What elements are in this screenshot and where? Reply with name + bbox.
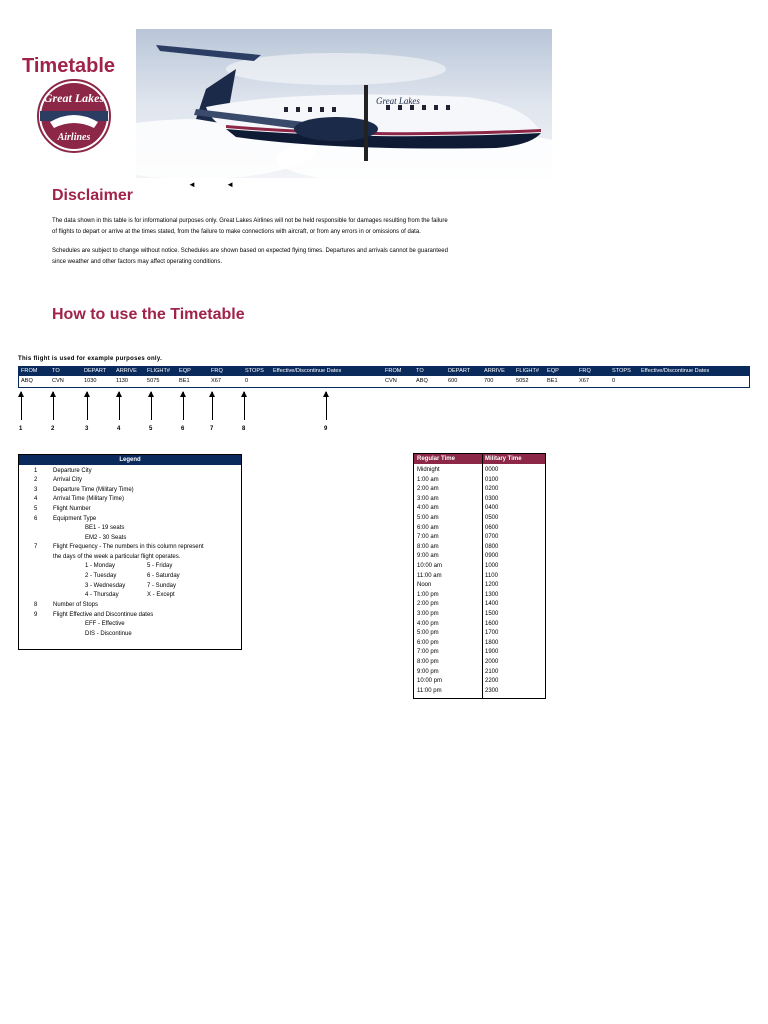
military-table-header <box>414 454 545 464</box>
para1-line2: of flights to depart or arrive at the times stated, from the failure to make connections with aircraft, or from any errors in or omissions of data. <box>52 229 421 235</box>
military-time-header: Military Time <box>485 456 522 462</box>
strip-header-cell: Effective/Discontinue Dates <box>273 368 342 374</box>
regular-time-cell: 9:00 am <box>417 553 439 560</box>
strip-data-cell: ABQ <box>21 378 33 384</box>
disclaimer-paragraph-2 <box>52 246 502 268</box>
regular-time-cell: 8:00 pm <box>417 659 439 665</box>
pointer-arrow-icon <box>244 392 245 420</box>
military-table-row <box>414 484 545 494</box>
regular-time-cell: 5:00 am <box>417 515 439 521</box>
legend-number: 2 <box>34 477 38 483</box>
military-time-cell: 0800 <box>485 543 499 550</box>
strip-header-cell: TO <box>52 368 60 374</box>
logo-text-top: Great Lakes <box>43 91 105 105</box>
strip-header-cell: FROM <box>385 368 402 374</box>
military-time-cell: 1900 <box>485 649 499 656</box>
howto-heading: How to use the Timetable <box>52 306 245 323</box>
military-time-cell: 0600 <box>485 524 499 531</box>
military-time-cell: 0200 <box>485 486 499 493</box>
pointer-arrow-icon <box>53 392 54 420</box>
pointer-number: 3 <box>85 426 89 432</box>
legend-day: 3 - Wednesday <box>85 583 126 589</box>
strip-header-cell: Effective/Discontinue Dates <box>641 368 710 374</box>
legend-number: 9 <box>34 612 38 618</box>
strip-header-cell: DEPART <box>448 368 471 374</box>
airplane-banner <box>136 29 552 178</box>
military-time-cell: 1500 <box>485 611 499 617</box>
strip-data-cell: X67 <box>211 378 221 384</box>
regular-time-cell: 8:00 am <box>417 543 439 550</box>
regular-time-cell: 2:00 am <box>417 486 439 493</box>
military-table-row <box>414 628 545 638</box>
military-time-cell: 2100 <box>485 668 499 675</box>
military-time-cell: 0000 <box>485 467 499 473</box>
military-table-row <box>414 561 545 571</box>
pointer-number: 9 <box>324 426 328 432</box>
regular-time-cell: 2:00 pm <box>417 601 439 608</box>
strip-header-cell: FLIGHT# <box>516 368 540 374</box>
legend-number: 1 <box>34 468 38 474</box>
regular-time-cell: 4:00 am <box>417 505 439 512</box>
military-time-cell: 0500 <box>485 515 499 521</box>
military-table-row <box>414 590 545 600</box>
military-time-cell: 2000 <box>485 659 499 665</box>
strip-data-cell: 0 <box>612 378 616 384</box>
pointer-arrow-icon <box>151 392 152 420</box>
military-time-cell: 1400 <box>485 601 499 608</box>
strip-data-cell: 5052 <box>516 378 529 384</box>
pointer-arrow-icon <box>21 392 22 420</box>
legend-equipment: EM2 - 30 Seats <box>85 535 127 541</box>
regular-time-cell: 1:00 am <box>417 476 439 483</box>
strip-data-cell: 600 <box>448 378 458 384</box>
legend-day: 6 - Saturday <box>147 573 180 579</box>
regular-time-cell: 3:00 pm <box>417 611 439 617</box>
disclaimer-arrows: ◄ ◄ <box>188 180 249 189</box>
legend-day: 5 - Friday <box>147 563 173 569</box>
military-table-row <box>414 580 545 590</box>
military-table-row <box>414 475 545 485</box>
regular-time-cell: 1:00 pm <box>417 591 439 598</box>
strip-header-cell: FROM <box>21 368 38 374</box>
legend-number: 6 <box>34 516 38 522</box>
military-table-row <box>414 619 545 629</box>
military-time-cell: 0900 <box>485 553 499 560</box>
pointer-number: 2 <box>51 426 55 432</box>
strip-data-cell: X67 <box>579 378 589 384</box>
regular-time-cell: 4:00 pm <box>417 620 439 627</box>
military-time-cell: 1800 <box>485 639 499 646</box>
strip-header-cell: TO <box>416 368 424 374</box>
legend-date-code: DIS - Discontinue <box>85 631 132 637</box>
legend-text: Arrival City <box>53 477 83 483</box>
strip-header-cell: FRQ <box>579 368 591 374</box>
strip-data-cell: 1130 <box>116 378 129 384</box>
strip-header-cell: DEPART <box>84 368 107 374</box>
regular-time-cell: 7:00 pm <box>417 649 439 656</box>
military-table-row <box>414 494 545 504</box>
military-table-row <box>414 523 545 533</box>
military-time-cell: 0100 <box>485 476 499 483</box>
para2-line2: since weather and other factors may affect operating conditions. <box>52 259 222 265</box>
pointer-number: 4 <box>117 426 121 432</box>
military-time-cell: 2200 <box>485 678 499 685</box>
strip-data-cell: 0 <box>245 378 249 384</box>
strip-header-cell: STOPS <box>612 368 631 374</box>
military-table-row <box>414 667 545 677</box>
regular-time-cell: Noon <box>417 582 432 589</box>
military-time-cell: 1100 <box>485 572 498 579</box>
pointer-number: 5 <box>149 426 153 432</box>
plane-livery-text: Great Lakes <box>376 96 420 106</box>
military-time-table <box>413 453 546 699</box>
pointer-number: 1 <box>19 426 23 432</box>
legend-number: 7 <box>34 544 38 550</box>
strip-header-cell: FLIGHT# <box>147 368 171 374</box>
legend-text: Departure Time (Military Time) <box>53 487 134 493</box>
military-time-cell: 1600 <box>485 620 499 627</box>
military-table-row <box>414 532 545 542</box>
regular-time-cell: 11:00 am <box>417 572 442 579</box>
regular-time-cell: 10:00 am <box>417 563 443 569</box>
legend-number: 8 <box>34 602 38 608</box>
strip-data-cell: 700 <box>484 378 494 384</box>
regular-time-cell: 5:00 pm <box>417 630 439 637</box>
pointer-arrow-icon <box>326 392 327 420</box>
military-table-row <box>414 638 545 648</box>
para2-line1: Schedules are subject to change without notice. Schedules are shown based on expected flying times. Departures and arrivals cannot be guaranteed <box>52 248 448 254</box>
para1-line1: The data shown in this table is for informational purposes only. Great Lakes Airlines will not be held responsible for damages resulting from the failure <box>52 218 448 224</box>
pointer-arrow-icon <box>183 392 184 420</box>
military-table-row <box>414 609 545 619</box>
strip-header-cell: EQP <box>179 368 191 374</box>
example-note: This flight is used for example purposes only. <box>18 356 163 362</box>
strip-data-cell: CVN <box>52 378 64 384</box>
legend-number: 5 <box>34 506 38 512</box>
legend-box <box>18 454 242 650</box>
legend-text: Flight Frequency - The numbers in this column represent <box>53 544 204 550</box>
legend-text: the days of the week a particular flight operates. <box>53 554 181 560</box>
strip-header-row <box>19 367 749 376</box>
military-time-cell: 0400 <box>485 505 499 512</box>
legend-text: Arrival Time (Military Time) <box>53 496 125 502</box>
regular-time-cell: 10:00 pm <box>417 678 443 685</box>
regular-time-header: Regular Time <box>417 456 455 462</box>
pointer-number: 8 <box>242 426 246 432</box>
legend-text: Flight Effective and Discontinue dates <box>53 612 154 618</box>
strip-data-cell: BE1 <box>179 378 190 384</box>
legend-day: X - Except <box>147 592 175 598</box>
strip-data-row <box>19 377 749 386</box>
military-table-row <box>414 599 545 609</box>
regular-time-cell: Midnight <box>417 467 440 473</box>
legend-day: 2 - Tuesday <box>85 573 117 579</box>
airline-logo <box>36 78 112 154</box>
military-time-cell: 1300 <box>485 591 499 598</box>
military-table-row <box>414 657 545 667</box>
military-time-cell: 1700 <box>485 630 499 637</box>
military-table-row <box>414 686 545 696</box>
pointer-arrow-icon <box>119 392 120 420</box>
military-table-row <box>414 503 545 513</box>
legend-number: 3 <box>34 487 38 493</box>
strip-header-cell: ARRIVE <box>116 368 137 374</box>
logo-text-bottom: Airlines <box>57 132 91 143</box>
strip-header-cell: ARRIVE <box>484 368 505 374</box>
military-time-cell: 2300 <box>485 687 499 694</box>
regular-time-cell: 9:00 pm <box>417 668 439 675</box>
legend-day: 7 - Sunday <box>147 583 177 589</box>
disclaimer-heading: Disclaimer <box>52 187 133 204</box>
military-time-cell: 1000 <box>485 563 499 569</box>
military-table-row <box>414 551 545 561</box>
military-table-row <box>414 571 545 581</box>
legend-day: 1 - Monday <box>85 563 116 569</box>
legend-text: Flight Number <box>53 506 91 512</box>
strip-header-cell: FRQ <box>211 368 223 374</box>
military-table-row <box>414 542 545 552</box>
pointer-arrow-icon <box>87 392 88 420</box>
military-table-row <box>414 513 545 523</box>
regular-time-cell: 3:00 am <box>417 495 439 502</box>
pointer-number: 7 <box>210 426 214 432</box>
legend-title: Legend <box>19 455 241 465</box>
example-flight-strip <box>18 366 750 388</box>
military-table-row <box>414 465 545 475</box>
strip-header-cell: STOPS <box>245 368 264 374</box>
military-time-cell: 0300 <box>485 495 499 502</box>
military-time-cell: 0700 <box>485 534 499 541</box>
legend-date-code: EFF - Effective <box>85 621 125 627</box>
military-table-row <box>414 647 545 657</box>
legend-day: 4 - Thursday <box>85 592 119 598</box>
page-title: Timetable <box>22 55 115 77</box>
legend-equipment: BE1 - 19 seats <box>85 525 125 531</box>
strip-header-cell: EQP <box>547 368 559 374</box>
regular-time-cell: 6:00 am <box>417 524 439 531</box>
regular-time-cell: 11:00 pm <box>417 687 442 694</box>
legend-text: Equipment Type <box>53 516 97 522</box>
disclaimer-paragraph-1 <box>52 216 502 238</box>
strip-data-cell: 1030 <box>84 378 97 384</box>
regular-time-cell: 7:00 am <box>417 534 439 541</box>
strip-data-cell: 5075 <box>147 378 160 384</box>
pointer-number: 6 <box>181 426 185 432</box>
military-time-cell: 1200 <box>485 582 499 589</box>
strip-data-cell: BE1 <box>547 378 558 384</box>
regular-time-cell: 6:00 pm <box>417 639 439 646</box>
pointer-arrow-icon <box>212 392 213 420</box>
strip-data-cell: CVN <box>385 378 397 384</box>
legend-text: Departure City <box>53 468 92 474</box>
legend-text: Number of Stops <box>53 602 99 608</box>
strip-data-cell: ABQ <box>416 378 428 384</box>
legend-number: 4 <box>34 496 38 502</box>
military-table-row <box>414 676 545 686</box>
